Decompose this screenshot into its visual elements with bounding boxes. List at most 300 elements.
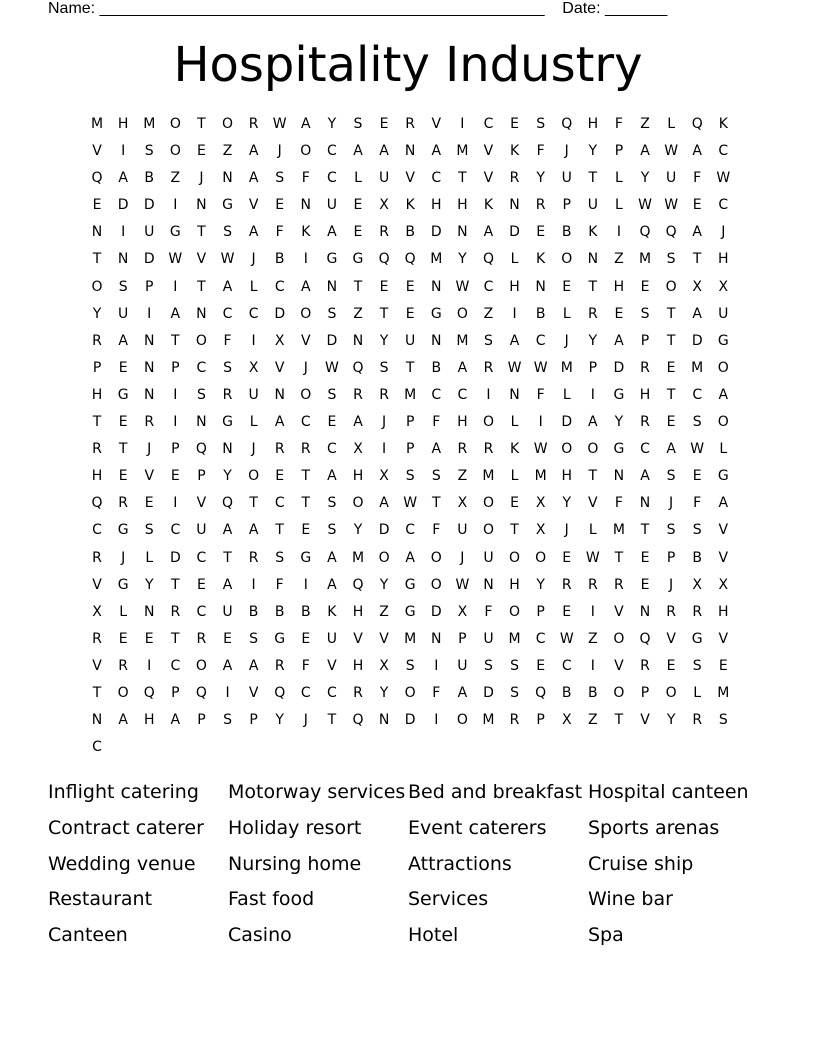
grid-letter: N: [274, 386, 285, 403]
grid-letter: H: [509, 576, 520, 593]
grid-letter: W: [168, 251, 183, 268]
grid-letter: S: [223, 712, 232, 729]
grid-letter: A: [118, 712, 128, 729]
grid-letter: Z: [640, 116, 650, 132]
grid-letter: B: [274, 603, 285, 620]
grid-letter: Q: [352, 712, 364, 729]
grid-letter: O: [169, 116, 181, 132]
grid-letter: C: [170, 657, 181, 674]
grid-letter: P: [640, 684, 650, 701]
grid-letter: V: [92, 143, 102, 160]
grid-letter: I: [173, 278, 178, 295]
grid-letter: C: [274, 495, 285, 512]
grid-letter: Y: [614, 414, 624, 431]
grid-letter: O: [561, 441, 573, 458]
grid-letter: E: [118, 630, 128, 647]
grid-letter: S: [666, 251, 676, 268]
grid-letter: I: [251, 332, 256, 349]
grid-letter: C: [196, 549, 207, 566]
grid-letter: A: [327, 549, 337, 566]
grid-letter: G: [117, 522, 129, 539]
grid-letter: X: [379, 468, 389, 485]
grid-letter: H: [457, 414, 468, 431]
grid-letter: S: [431, 468, 441, 485]
grid-letter: C: [327, 441, 337, 458]
grid-letter: S: [327, 522, 337, 539]
grid-letter: P: [458, 630, 467, 647]
grid-letter: R: [118, 657, 128, 674]
grid-letter: E: [666, 657, 676, 674]
grid-letter: N: [143, 386, 155, 403]
grid-letter: Q: [535, 684, 547, 701]
grid-letter: W: [716, 170, 731, 187]
grid-letter: Q: [639, 630, 651, 647]
grid-letter: Y: [379, 576, 389, 593]
grid-letter: B: [535, 305, 546, 322]
grid-letter: G: [717, 332, 729, 349]
grid-letter: E: [666, 414, 676, 431]
grid-letter: B: [561, 684, 572, 701]
grid-letter: R: [509, 170, 520, 187]
grid-letter: R: [92, 332, 102, 349]
grid-letter: R: [535, 197, 546, 214]
grid-letter: O: [665, 278, 677, 295]
grid-letter: K: [509, 143, 520, 160]
grid-letter: T: [614, 712, 624, 729]
grid-letter: A: [614, 332, 624, 349]
grid-letter: R: [274, 441, 285, 458]
grid-letter: Q: [352, 576, 364, 593]
grid-letter: E: [562, 603, 572, 620]
grid-letter: A: [718, 386, 729, 403]
word-list-item: Inflight catering: [48, 781, 199, 803]
grid-letter: E: [692, 468, 702, 485]
grid-letter: J: [564, 522, 569, 539]
grid-letter: K: [509, 441, 520, 458]
grid-letter: S: [692, 522, 702, 539]
grid-letter: S: [405, 468, 415, 485]
grid-letter: E: [692, 197, 702, 214]
grid-letter: O: [717, 359, 729, 376]
grid-letter: Z: [353, 305, 363, 322]
grid-letter: L: [510, 414, 519, 431]
grid-letter: S: [196, 386, 206, 403]
grid-letter: A: [457, 684, 468, 701]
grid-letter: I: [173, 197, 178, 214]
grid-letter: A: [327, 468, 337, 485]
grid-letter: F: [614, 116, 623, 132]
grid-letter: I: [486, 386, 491, 403]
word-list-item: Spa: [588, 924, 624, 947]
grid-letter: F: [301, 657, 310, 674]
grid-letter: O: [613, 684, 625, 701]
grid-letter: P: [145, 278, 154, 295]
grid-letter: F: [693, 495, 702, 512]
grid-letter: J: [460, 549, 465, 566]
grid-letter: P: [171, 359, 180, 376]
name-date-line: Name: __________________________________________________ Date: _______: [48, 0, 668, 17]
grid-letter: F: [432, 684, 441, 701]
grid-letter: O: [482, 522, 494, 539]
grid-letter: T: [666, 332, 676, 349]
grid-letter: P: [536, 603, 545, 620]
grid-letter: R: [692, 603, 703, 620]
grid-letter: U: [457, 657, 468, 674]
grid-letter: W: [455, 576, 470, 593]
grid-letter: L: [719, 441, 728, 458]
grid-letter: I: [590, 657, 595, 674]
grid-letter: D: [561, 414, 573, 431]
grid-letter: J: [721, 224, 726, 241]
grid-letter: J: [147, 441, 152, 458]
grid-letter: I: [121, 143, 126, 160]
grid-letter: H: [718, 603, 729, 620]
grid-letter: B: [692, 549, 702, 566]
grid-letter: G: [300, 549, 312, 566]
grid-letter: E: [353, 224, 363, 241]
grid-letter: O: [561, 251, 573, 268]
grid-letter: B: [248, 603, 259, 620]
grid-letter: A: [222, 576, 233, 593]
grid-letter: A: [353, 414, 363, 431]
grid-letter: O: [195, 657, 207, 674]
grid-letter: F: [536, 143, 545, 160]
grid-letter: Z: [483, 305, 494, 322]
grid-letter: H: [143, 712, 155, 729]
grid-letter: I: [382, 441, 387, 458]
grid-letter: C: [718, 197, 729, 214]
grid-letter: O: [613, 630, 625, 647]
grid-letter: O: [482, 414, 494, 431]
grid-letter: J: [121, 549, 126, 566]
grid-letter: N: [91, 224, 103, 241]
grid-letter: N: [509, 386, 520, 403]
grid-letter: X: [535, 522, 546, 539]
grid-letter: S: [327, 495, 337, 512]
grid-letter: O: [665, 684, 677, 701]
grid-letter: H: [352, 657, 364, 674]
grid-letter: H: [718, 251, 729, 268]
grid-letter: C: [483, 116, 494, 132]
grid-letter: J: [303, 712, 308, 729]
grid-letter: C: [248, 305, 259, 322]
grid-letter: G: [691, 630, 703, 647]
grid-letter: E: [666, 359, 676, 376]
grid-letter: F: [536, 386, 545, 403]
grid-letter: X: [535, 495, 546, 512]
grid-letter: K: [588, 224, 598, 241]
grid-letter: C: [274, 278, 285, 295]
grid-letter: A: [379, 495, 389, 512]
grid-letter: S: [353, 116, 363, 132]
grid-letter: W: [638, 197, 652, 214]
grid-letter: B: [300, 603, 311, 620]
grid-letter: R: [692, 712, 703, 729]
grid-letter: E: [718, 657, 728, 674]
grid-letter: T: [171, 576, 180, 593]
grid-letter: E: [196, 576, 206, 593]
grid-letter: M: [404, 630, 417, 647]
grid-letter: M: [91, 116, 104, 132]
grid-letter: Q: [222, 495, 234, 512]
grid-letter: X: [274, 332, 285, 349]
grid-letter: P: [588, 359, 598, 376]
grid-letter: R: [483, 441, 494, 458]
grid-letter: A: [222, 278, 233, 295]
grid-letter: E: [275, 468, 285, 485]
grid-letter: T: [353, 278, 363, 295]
word-list-item: Hotel: [408, 924, 459, 947]
grid-letter: V: [379, 630, 389, 647]
grid-letter: H: [91, 386, 103, 403]
grid-letter: E: [405, 305, 415, 322]
grid-letter: H: [431, 197, 442, 214]
grid-letter: Q: [91, 170, 103, 187]
word-list-item: Sports arenas: [588, 816, 720, 839]
grid-letter: V: [640, 712, 650, 729]
grid-letter: N: [378, 712, 390, 729]
grid-letter: X: [692, 278, 702, 295]
grid-letter: O: [509, 549, 521, 566]
grid-letter: V: [483, 143, 494, 160]
grid-letter: N: [431, 332, 442, 349]
grid-letter: A: [457, 359, 468, 376]
grid-letter: J: [382, 414, 387, 431]
grid-letter: L: [354, 170, 362, 187]
grid-letter: R: [196, 630, 207, 647]
grid-letter: A: [353, 143, 363, 160]
grid-letter: N: [587, 251, 599, 268]
grid-letter: P: [171, 684, 180, 701]
grid-letter: J: [669, 576, 674, 593]
grid-letter: I: [590, 603, 595, 620]
grid-letter: N: [404, 143, 416, 160]
grid-letter: L: [562, 305, 571, 322]
word-list-item: Hospital canteen: [588, 781, 749, 803]
grid-letter: A: [640, 143, 650, 160]
grid-letter: O: [91, 278, 103, 295]
grid-letter: V: [483, 170, 494, 187]
grid-letter: E: [379, 278, 389, 295]
grid-letter: X: [457, 495, 468, 512]
grid-letter: A: [379, 143, 389, 160]
grid-letter: F: [693, 170, 702, 187]
grid-letter: M: [456, 332, 469, 349]
grid-letter: N: [143, 603, 155, 620]
grid-letter: H: [639, 386, 651, 403]
grid-letter: M: [638, 251, 652, 268]
grid-letter: T: [692, 251, 702, 268]
grid-letter: T: [458, 170, 467, 187]
grid-letter: N: [509, 197, 520, 214]
grid-letter: M: [404, 386, 417, 403]
grid-letter: W: [533, 441, 548, 458]
grid-letter: F: [275, 576, 284, 593]
word-list-item: Casino: [228, 924, 292, 947]
grid-letter: C: [92, 522, 102, 539]
grid-letter: Q: [639, 224, 651, 241]
word-list-item: Fast food: [228, 888, 315, 911]
grid-letter: X: [718, 576, 729, 593]
grid-letter: D: [143, 251, 155, 268]
grid-letter: V: [353, 630, 363, 647]
grid-letter: U: [326, 197, 338, 214]
grid-letter: R: [614, 576, 624, 593]
grid-letter: V: [301, 332, 311, 349]
grid-letter: F: [301, 170, 310, 187]
grid-letter: A: [170, 712, 181, 729]
grid-letter: S: [379, 359, 389, 376]
grid-letter: I: [303, 251, 308, 268]
grid-letter: M: [351, 549, 365, 566]
grid-letter: E: [327, 414, 337, 431]
grid-letter: A: [431, 441, 442, 458]
grid-letter: K: [405, 197, 415, 214]
grid-letter: X: [248, 359, 259, 376]
grid-letter: O: [482, 495, 494, 512]
grid-letter: Q: [143, 684, 155, 701]
grid-letter: Y: [458, 251, 467, 268]
grid-letter: O: [717, 414, 729, 431]
grid-letter: A: [692, 305, 702, 322]
grid-letter: Y: [379, 684, 389, 701]
grid-letter: N: [431, 278, 442, 295]
grid-letter: U: [405, 332, 416, 349]
grid-letter: J: [251, 251, 256, 268]
grid-letter: Q: [195, 684, 207, 701]
grid-letter: O: [587, 441, 599, 458]
grid-letter: V: [718, 630, 729, 647]
grid-letter: T: [405, 359, 415, 376]
word-list: [48, 777, 768, 956]
grid-letter: E: [640, 278, 650, 295]
grid-letter: C: [300, 414, 311, 431]
grid-letter: A: [431, 143, 442, 160]
grid-letter: E: [536, 657, 546, 674]
grid-letter: U: [326, 630, 338, 647]
grid-letter: W: [324, 359, 339, 376]
grid-letter: N: [352, 332, 364, 349]
grid-letter: O: [535, 549, 547, 566]
grid-letter: N: [613, 468, 625, 485]
grid-letter: N: [196, 414, 207, 431]
grid-letter: L: [249, 278, 258, 295]
grid-letter: C: [692, 386, 703, 403]
grid-letter: Z: [588, 712, 598, 729]
grid-letter: B: [144, 170, 155, 187]
grid-letter: A: [248, 224, 259, 241]
grid-letter: A: [248, 657, 259, 674]
grid-letter: U: [378, 170, 390, 187]
grid-letter: Z: [170, 170, 181, 187]
grid-letter: X: [92, 603, 102, 620]
grid-letter: D: [404, 712, 416, 729]
grid-letter: E: [118, 468, 128, 485]
grid-letter: Y: [223, 468, 232, 485]
grid-letter: W: [272, 116, 287, 132]
grid-letter: P: [171, 441, 180, 458]
grid-letter: V: [718, 549, 729, 566]
grid-letter: E: [301, 522, 311, 539]
word-list-item: Canteen: [48, 924, 128, 947]
grid-letter: N: [639, 603, 651, 620]
grid-letter: O: [509, 603, 521, 620]
grid-letter: Y: [353, 522, 363, 539]
grid-letter: C: [170, 522, 181, 539]
grid-letter: A: [692, 143, 702, 160]
grid-letter: L: [615, 197, 623, 214]
grid-letter: C: [561, 657, 572, 674]
grid-letter: V: [614, 657, 624, 674]
grid-letter: E: [405, 278, 415, 295]
grid-letter: E: [379, 116, 389, 132]
grid-letter: N: [639, 495, 651, 512]
grid-letter: M: [430, 251, 443, 268]
grid-letter: I: [121, 224, 126, 241]
grid-letter: X: [379, 657, 389, 674]
grid-letter: S: [484, 332, 493, 349]
grid-letter: G: [613, 386, 625, 403]
grid-letter: G: [717, 468, 729, 485]
grid-letter: P: [562, 197, 571, 214]
grid-letter: G: [117, 386, 129, 403]
grid-letter: E: [144, 495, 154, 512]
grid-letter: L: [588, 522, 597, 539]
grid-letter: Q: [404, 251, 416, 268]
grid-letter: H: [509, 278, 520, 295]
grid-letter: U: [222, 603, 233, 620]
grid-letter: G: [222, 414, 233, 431]
grid-letter: S: [692, 657, 702, 674]
grid-letter: V: [248, 684, 259, 701]
grid-letter: V: [196, 495, 207, 512]
grid-letter: T: [431, 495, 441, 512]
word-list-item: Event caterers: [408, 816, 547, 839]
grid-letter: R: [274, 657, 285, 674]
grid-letter: D: [326, 332, 338, 349]
grid-letter: K: [483, 197, 494, 214]
grid-letter: X: [457, 603, 468, 620]
grid-letter: P: [666, 549, 676, 566]
grid-letter: C: [327, 143, 337, 160]
grid-letter: I: [434, 712, 439, 729]
grid-letter: T: [249, 495, 258, 512]
grid-letter: E: [640, 549, 650, 566]
grid-letter: C: [535, 332, 546, 349]
grid-letter: H: [117, 116, 129, 132]
grid-letter: N: [300, 197, 312, 214]
grid-letter: R: [509, 712, 520, 729]
grid-letter: W: [690, 441, 705, 458]
grid-letter: O: [456, 305, 468, 322]
grid-letter: F: [223, 332, 232, 349]
grid-letter: T: [92, 414, 102, 431]
grid-letter: O: [300, 143, 312, 160]
word-list-item: Nursing home: [228, 852, 362, 875]
word-list-item: Cruise ship: [588, 852, 694, 875]
grid-letter: G: [613, 441, 625, 458]
grid-letter: Z: [457, 468, 468, 485]
grid-letter: A: [248, 170, 259, 187]
grid-letter: E: [510, 116, 519, 132]
grid-letter: H: [91, 468, 103, 485]
grid-letter: R: [379, 386, 389, 403]
grid-letter: T: [197, 116, 206, 132]
grid-letter: K: [327, 603, 337, 620]
grid-letter: B: [588, 684, 598, 701]
grid-letter: O: [300, 386, 312, 403]
grid-letter: T: [171, 630, 180, 647]
